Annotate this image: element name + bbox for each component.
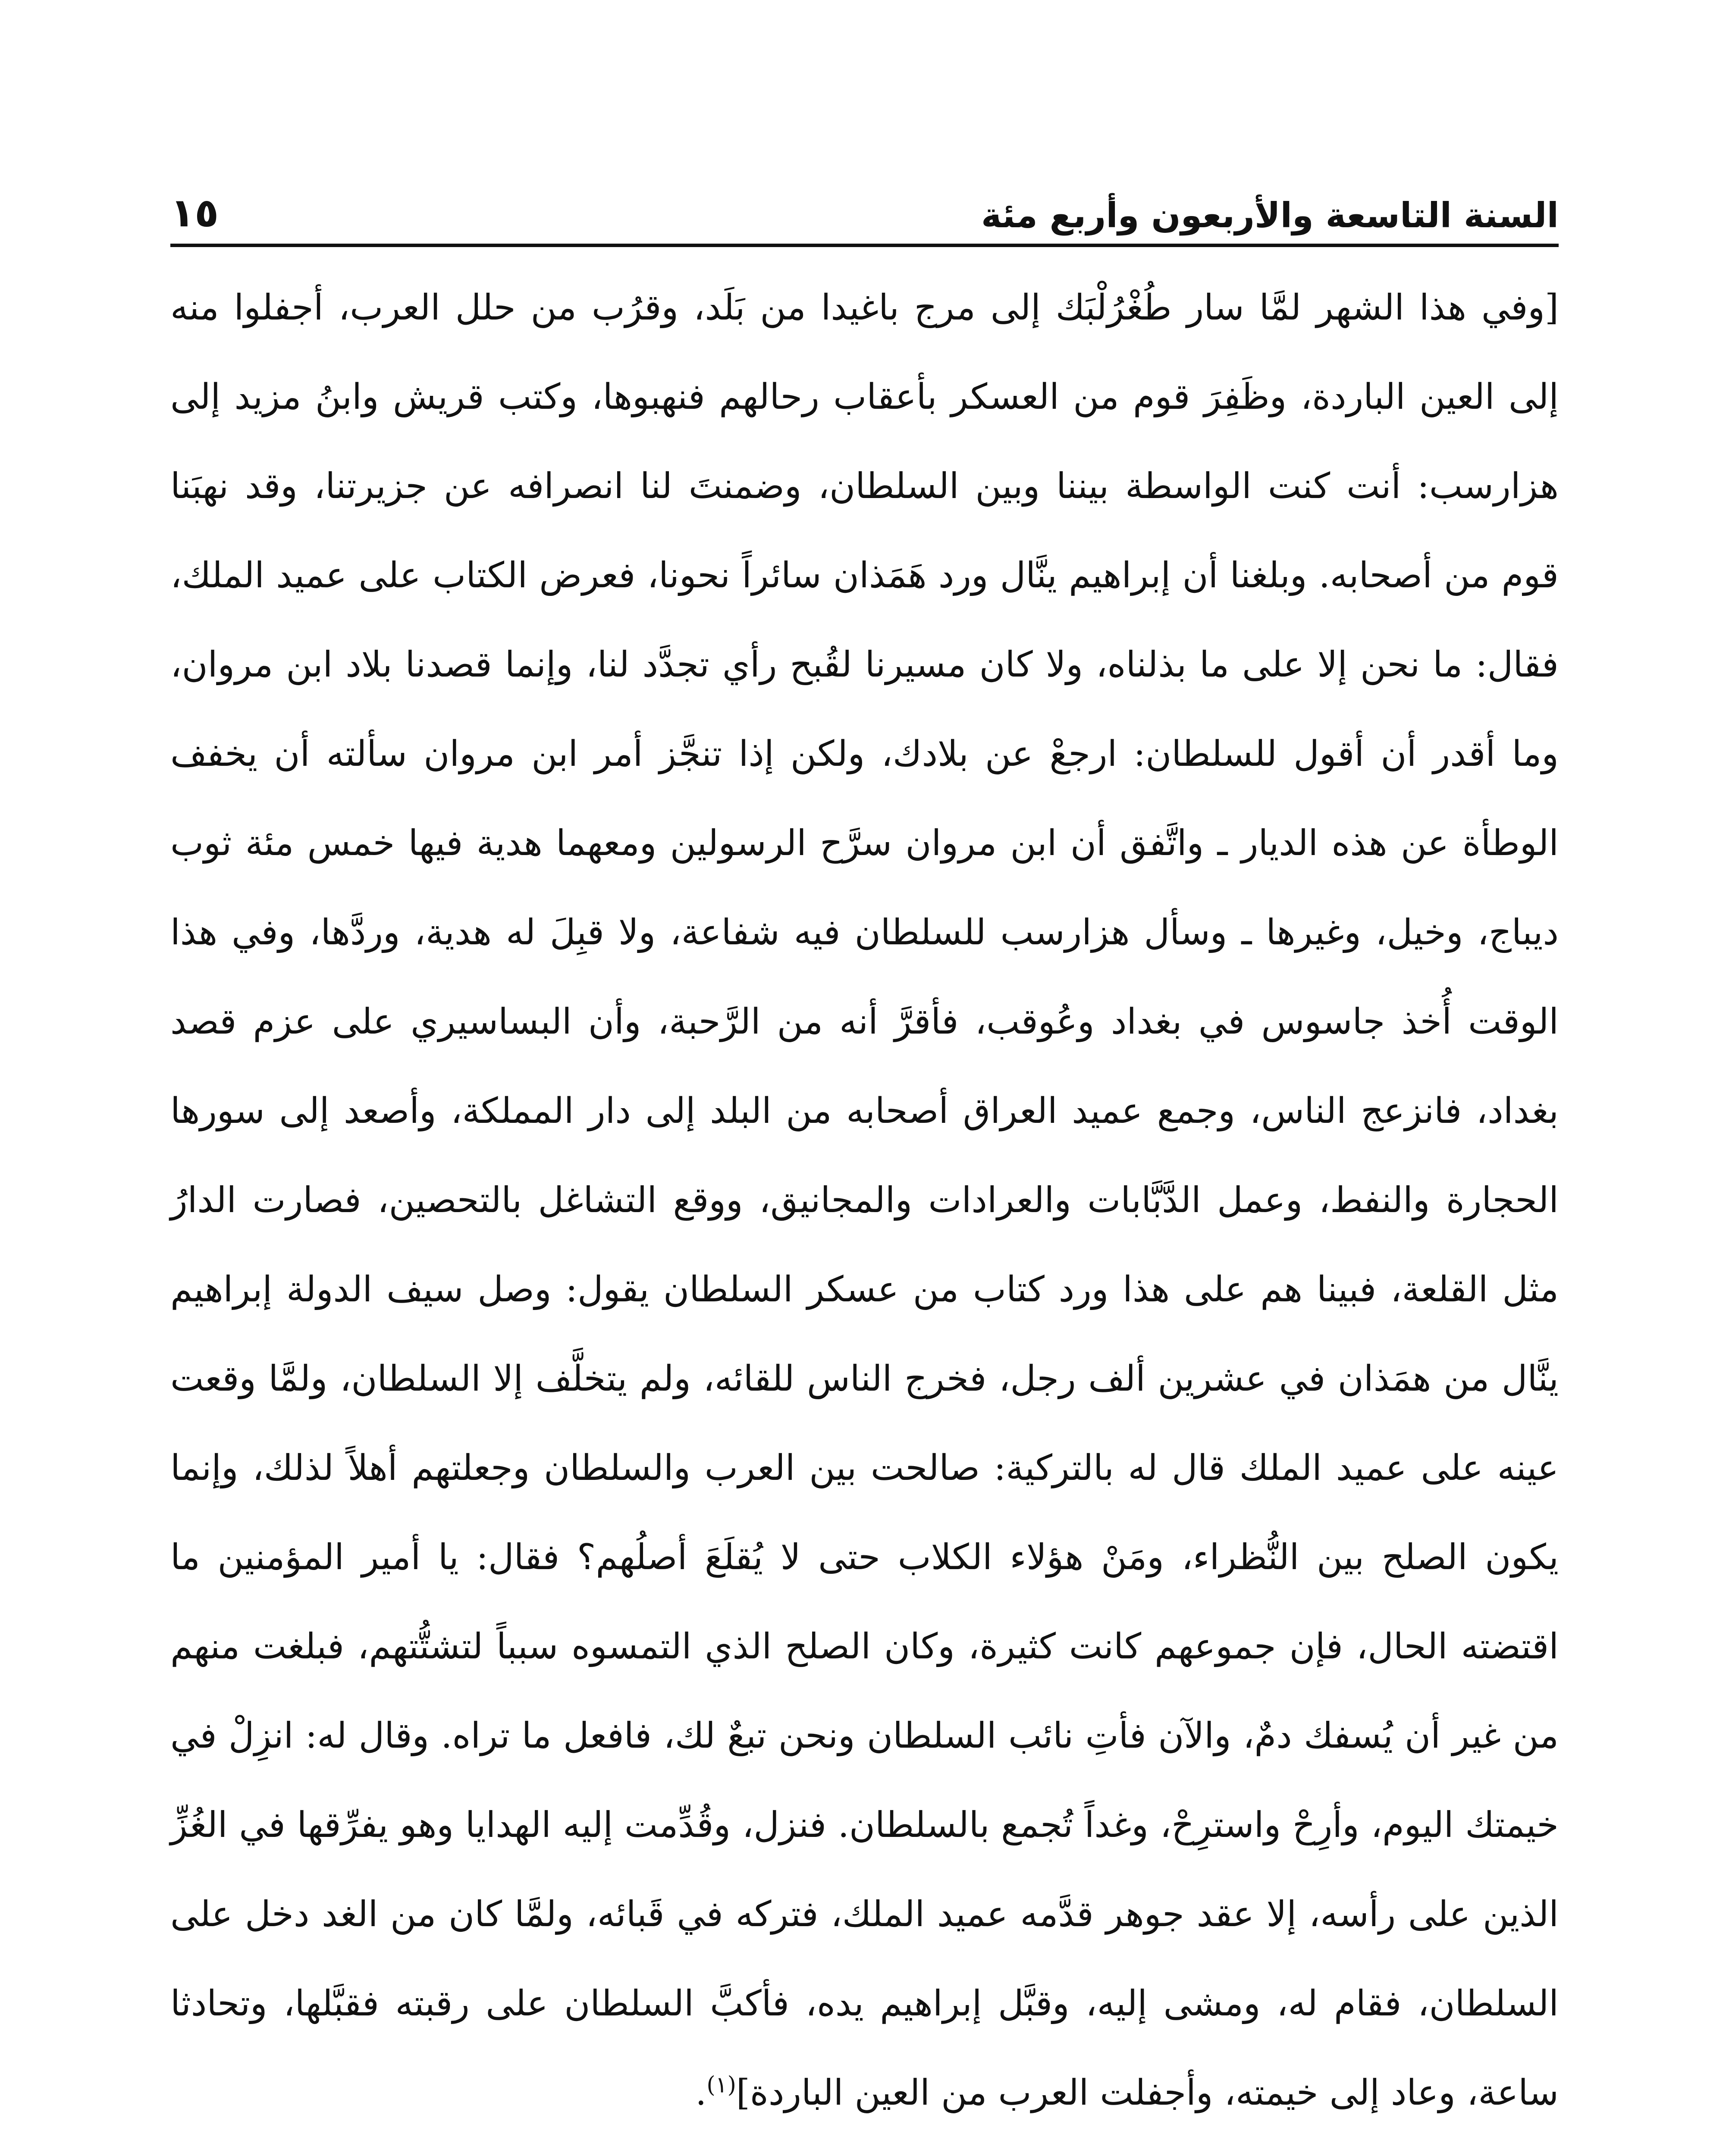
end-mark: . xyxy=(695,2072,707,2113)
header-rule xyxy=(170,244,1559,247)
running-title: السنة التاسعة والأربعون وأربع مئة xyxy=(981,195,1559,235)
running-header xyxy=(170,168,1559,236)
page-number: ١٥ xyxy=(170,190,219,236)
body-text: [وفي هذا الشهر لمَّا سار طُغْرُلْبَك إلى مرج باغيدا من بَلَد، وقرُب من حلل العرب، أجفلوا منه إلى العين الباردة، وظَفِرَ قوم من العسكر بأعقاب رحالهم فنهبوها، وكتب قريش وابنُ مزيد إلى هزارسب: أنت كنت الواسطة بيننا وبين السلطان، وضمنتَ لنا انصرافه عن جزيرتنا، وقد نهبَنا قوم من أصحابه. وبلغنا أن إبراهيم ينَّال ورد هَمَذان سائراً نحونا، فعرض الكتاب على عميد الملك، فقال: ما نحن إلا على ما بذلناه، ولا كان مسيرنا لقُبح رأي تجدَّد لنا، وإنما قصدنا بلاد ابن مروان، وما أقدر أن أقول للسلطان: ارجعْ عن بلادك، ولكن إذا تنجَّز أمر ابن مروان سألته أن يخفف الوطأة عن هذه الديار ـ واتَّفق أن ابن مروان سرَّح الرسولين ومعهما هدية فيها خمس مئة ثوب ديباج، وخيل، وغيرها ـ وسأل هزارسب للسلطان فيه شفاعة، ولا قبِلَ له هدية، وردَّها، وفي هذا الوقت أُخذ جاسوس في بغداد وعُوقب، فأقرَّ أنه من الرَّحبة، وأن البساسيري على عزم قصد بغداد، فانزعج الناس، وجمع عميد العراق أصحابه من البلد إلى دار المملكة، وأصعد إلى سورها الحجارة والنفط، وعمل الدَّبَّابات والعرادات والمجانيق، ووقع التشاغل بالتحصين، فصارت الدارُ مثل القلعة، فبينا هم على هذا ورد كتاب من عسكر السلطان يقول: وصل سيف الدولة إبراهيم ينَّال من همَذان في عشرين ألف رجل، فخرج الناس للقائه، ولم يتخلَّف إلا السلطان، ولمَّا وقعت عينه على عميد الملك قال له بالتركية: صالحت بين العرب والسلطان وجعلتهم أهلاً لذلك، وإنما يكون الصلح بين النُّظراء، ومَنْ هؤلاء الكلاب حتى لا يُقلَعَ أصلُهم؟ فقال: يا أمير المؤمنين ما اقتضته الحال، فإن جموعهم كانت كثيرة، وكان الصلح الذي التمسوه سبباً لتشتُّتهم، فبلغت منهم من غير أن يُسفك دمٌ، والآن فأتِ نائب السلطان ونحن تبعٌ لك، فافعل ما تراه. وقال له: انزِلْ في خيمتك اليوم، وأرِحْ واسترِحْ، وغداً تُجمع بالسلطان. فنزل، وقُدِّمت إليه الهدايا وهو يفرِّقها في الغُزِّ الذين على رأسه، إلا عقد جوهر قدَّمه عميد الملك، فتركه في قَبائه، ولمَّا كان من الغد دخل على السلطان، فقام له، ومشى إليه، وقبَّل إبراهيم يده، فأكبَّ السلطان على رقبته فقبَّلها، وتحادثا ساعة، وعاد إلى خيمته، وأجفلت العرب من العين الباردة] xyxy=(170,287,1559,2113)
footnote-reference: (١) xyxy=(706,2072,736,2098)
body-paragraph xyxy=(170,263,1559,2137)
